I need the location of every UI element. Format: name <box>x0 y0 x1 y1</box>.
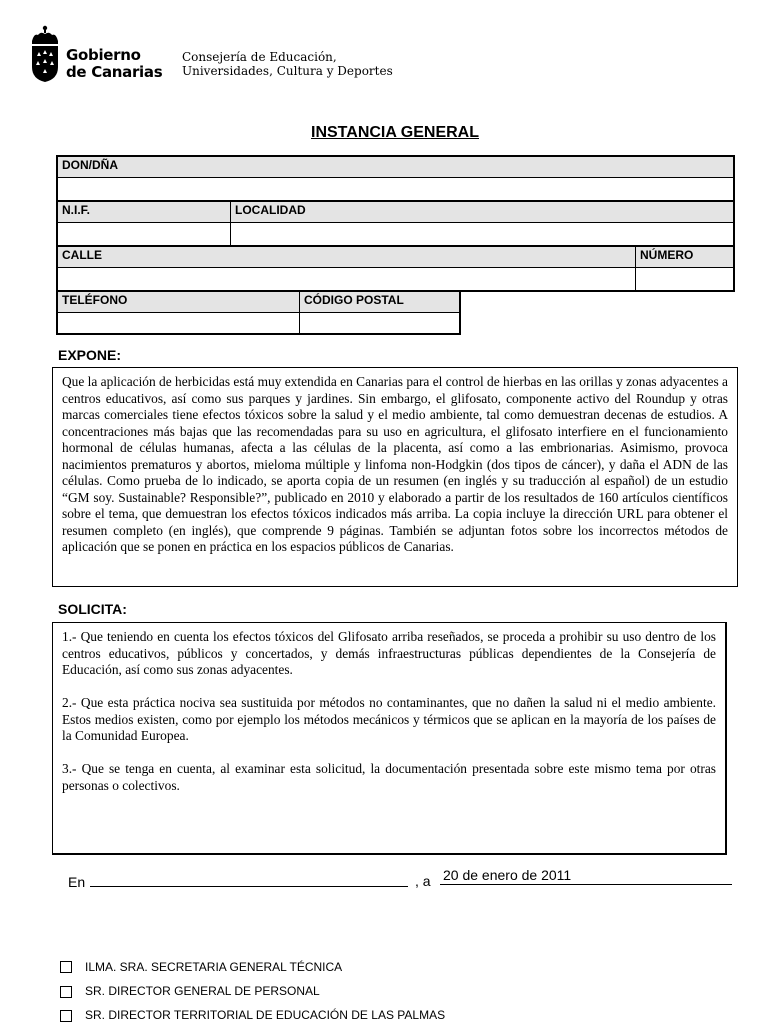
calle-label: CALLE <box>57 246 636 268</box>
expone-heading: EXPONE: <box>58 347 122 363</box>
recipient-label-1: ILMA. SRA. SECRETARIA GENERAL TÉCNICA <box>85 960 343 974</box>
nif-label: N.I.F. <box>57 201 231 223</box>
date-field-line[interactable] <box>440 884 732 885</box>
date-value[interactable]: 20 de enero de 2011 <box>443 867 572 883</box>
telefono-label: TELÉFONO <box>57 291 300 313</box>
solicita-item-2: 2.- Que esta práctica nociva sea sustituida por métodos no contaminantes, que no dañen la salud ni el medio ambiente. Estos medios existen, como por ejemplo los métodos mecánicos y térmicos que se aplican en la mayoría de los países de la Comunidad Europea. <box>62 695 716 743</box>
codigo-postal-label: CÓDIGO POSTAL <box>299 291 460 313</box>
localidad-label: LOCALIDAD <box>230 201 734 223</box>
org-name-line1: Gobierno <box>66 46 141 64</box>
recipient-checkbox-1[interactable] <box>60 961 72 973</box>
place-field-line[interactable] <box>90 886 408 887</box>
org-name-line2: de Canarias <box>66 63 163 81</box>
don-field[interactable] <box>57 177 734 201</box>
page-title: INSTANCIA GENERAL <box>311 124 479 141</box>
expone-textbox[interactable]: Que la aplicación de herbicidas está muy extendida en Canarias para el control de hierbas en las orillas y zonas adyacentes a centros educativos, así como sus parques y jardines. Sin embargo, el glifosato, componente activo del Roundup y otras marcas comerciales tiene efectos tóxicos sobre la salud y el medio ambiente, tal como demuestran decenas de estudios. A concentraciones más bajas que las recomendadas para su uso en agricultura, el glifosato interfiere en el funcionamiento hormonal de células humanas, afecta a las células de la placenta, así como a las embrionarias. Asimismo, provoca nacimientos prematuros y abortos, mieloma múltiple y linfoma non-Hodgkin (dos tipos de cáncer), y daña el ADN de las células. Como prueba de lo indicado, se aporta copia de un resumen (en inglés y su traducción al español) de un estudio “GM soy. Sustainable? Responsible?”, publicado en 2010 y elaborado a partir de los resultados de 160 artículos científicos sobre el tema, que demuestran los efectos tóxicos indicados más arriba. La copia incluye la dirección URL para obtener el resumen completo (en inglés), que comprende 9 páginas. También se adjuntan fotos sobre los incorrectos métodos de aplicación que se ponen en práctica en los espacios públicos de Canarias. <box>52 367 738 587</box>
recipient-label-2: SR. DIRECTOR GENERAL DE PERSONAL <box>85 984 320 998</box>
numero-label: NÚMERO <box>635 246 734 268</box>
calle-field[interactable] <box>57 267 636 291</box>
recipient-checkbox-3[interactable] <box>60 1010 72 1022</box>
codigo-postal-field[interactable] <box>299 312 460 334</box>
telefono-field[interactable] <box>57 312 300 334</box>
department-line2: Universidades, Cultura y Deportes <box>182 64 393 78</box>
solicita-item-1: 1.- Que teniendo en cuenta los efectos tóxicos del Glifosato arriba reseñados, se proceda a prohibir su uso dentro de los centros educativos, públicos y concertados, y demás infraestructuras públicas dependientes de la Consejería de Educación, así como sus zonas adyacentes. <box>62 629 716 677</box>
crest-icon <box>28 25 62 83</box>
solicita-heading: SOLICITA: <box>58 601 127 617</box>
recipient-checkbox-2[interactable] <box>60 986 72 998</box>
nif-field[interactable] <box>57 222 231 246</box>
numero-field[interactable] <box>635 267 734 291</box>
department-line1: Consejería de Educación, <box>182 50 337 64</box>
don-label: DON/DÑA <box>57 156 734 178</box>
localidad-field[interactable] <box>230 222 734 246</box>
recipient-label-3: SR. DIRECTOR TERRITORIAL DE EDUCACIÓN DE LAS PALMAS <box>85 1008 446 1022</box>
solicita-textbox[interactable] <box>52 622 727 855</box>
place-label: En <box>68 874 86 890</box>
solicita-item-3: 3.- Que se tenga en cuenta, al examinar esta solicitud, la documentación presentada sobre este mismo tema por otras personas o colectivos. <box>62 761 716 793</box>
date-label: , a <box>415 873 431 889</box>
